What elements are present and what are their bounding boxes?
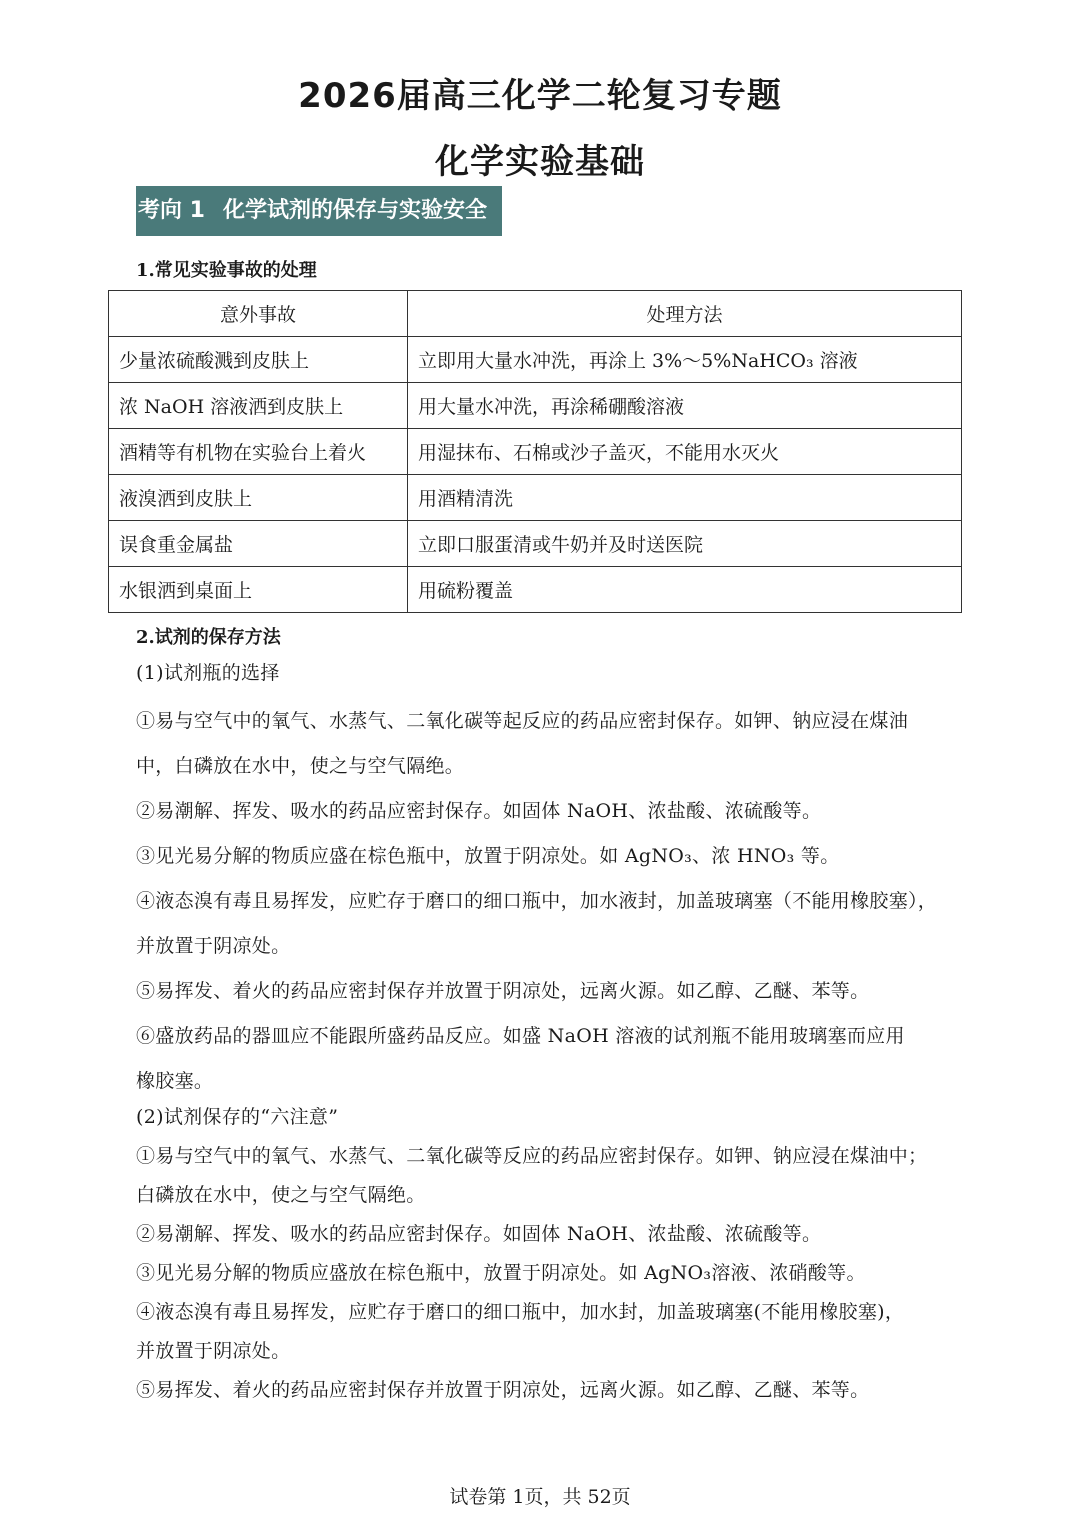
paragraph-line: ④液态溴有毒且易挥发，应贮存于磨口的细口瓶中，加水封，加盖玻璃塞(不能用橡胶塞)， — [136, 1301, 905, 1323]
method-cell: 用大量水冲洗，再涂稀硼酸溶液 — [408, 383, 962, 429]
method-cell: 立即用大量水冲洗，再涂上 3%～5%NaHCO₃ 溶液 — [408, 337, 962, 383]
method-cell: 用湿抹布、石棉或沙子盖灭，不能用水灭火 — [408, 429, 962, 475]
paragraph-line: ⑤易挥发、着火的药品应密封保存并放置于阴凉处，远离火源。如乙醇、乙醚、苯等。 — [136, 980, 870, 1002]
accident-cell: 少量浓硫酸溅到皮肤上 — [109, 337, 408, 383]
section-banner — [136, 186, 502, 236]
paragraph-line: ①易与空气中的氧气、水蒸气、二氧化碳等反应的药品应密封保存。如钾、钠应浸在煤油中； — [136, 1145, 928, 1167]
paragraph-line: 白磷放在水中，使之与空气隔绝。 — [136, 1184, 426, 1206]
accident-cell: 水银洒到桌面上 — [109, 567, 408, 613]
document-subtitle: 化学实验基础 — [435, 142, 645, 182]
section-tag: 考向 1 — [138, 198, 205, 223]
paragraph-line: ③见光易分解的物质应盛放在棕色瓶中，放置于阴凉处。如 AgNO₃溶液、浓硝酸等。 — [136, 1262, 866, 1284]
column-header-accident: 意外事故 — [109, 291, 408, 337]
table-row — [109, 337, 962, 383]
storage-heading: 2.试剂的保存方法 — [136, 627, 281, 648]
paragraph-line: 并放置于阴凉处。 — [136, 935, 291, 957]
subheading-six-notes: (2)试剂保存的“六注意” — [136, 1106, 339, 1128]
table-row — [109, 567, 962, 613]
section-name: 化学试剂的保存与实验安全 — [222, 198, 487, 223]
paragraph-line: ③见光易分解的物质应盛在棕色瓶中，放置于阴凉处。如 AgNO₃、浓 HNO₃ 等。 — [136, 845, 840, 867]
accident-cell: 误食重金属盐 — [109, 521, 408, 567]
method-cell: 立即口服蛋清或牛奶并及时送医院 — [408, 521, 962, 567]
paragraph-line: 中，白磷放在水中，使之与空气隔绝。 — [136, 755, 465, 777]
paragraph-line: ②易潮解、挥发、吸水的药品应密封保存。如固体 NaOH、浓盐酸、浓硫酸等。 — [136, 800, 822, 822]
paragraph-line: ①易与空气中的氧气、水蒸气、二氧化碳等起反应的药品应密封保存。如钾、钠应浸在煤油 — [136, 710, 909, 732]
column-header-method: 处理方法 — [408, 291, 962, 337]
document-title: 2026届高三化学二轮复习专题 — [298, 76, 782, 116]
accident-cell: 浓 NaOH 溶液洒到皮肤上 — [109, 383, 408, 429]
method-cell: 用酒精清洗 — [408, 475, 962, 521]
paragraph-line: 橡胶塞。 — [136, 1070, 214, 1092]
paragraph-line: ⑥盛放药品的器皿应不能跟所盛药品反应。如盛 NaOH 溶液的试剂瓶不能用玻璃塞而应用 — [136, 1025, 905, 1047]
paragraph-line: ⑤易挥发、着火的药品应密封保存并放置于阴凉处，远离火源。如乙醇、乙醚、苯等。 — [136, 1379, 870, 1401]
accident-cell: 酒精等有机物在实验台上着火 — [109, 429, 408, 475]
method-cell: 用硫粉覆盖 — [408, 567, 962, 613]
table-row — [109, 429, 962, 475]
table-row — [109, 475, 962, 521]
paragraph-line: ④液态溴有毒且易挥发，应贮存于磨口的细口瓶中，加水液封，加盖玻璃塞（不能用橡胶塞）， — [136, 890, 938, 912]
table-row — [109, 521, 962, 567]
accident-cell: 液溴洒到皮肤上 — [109, 475, 408, 521]
page-footer: 试卷第 1页，共 52页 — [449, 1486, 631, 1508]
table-row — [109, 383, 962, 429]
paragraph-line: 并放置于阴凉处。 — [136, 1340, 291, 1362]
table-header-row — [109, 291, 962, 337]
accidents-heading: 1.常见实验事故的处理 — [136, 260, 317, 281]
subheading-bottle-choice: (1)试剂瓶的选择 — [136, 662, 280, 684]
paragraph-line: ②易潮解、挥发、吸水的药品应密封保存。如固体 NaOH、浓盐酸、浓硫酸等。 — [136, 1223, 822, 1245]
accident-table — [108, 290, 962, 613]
